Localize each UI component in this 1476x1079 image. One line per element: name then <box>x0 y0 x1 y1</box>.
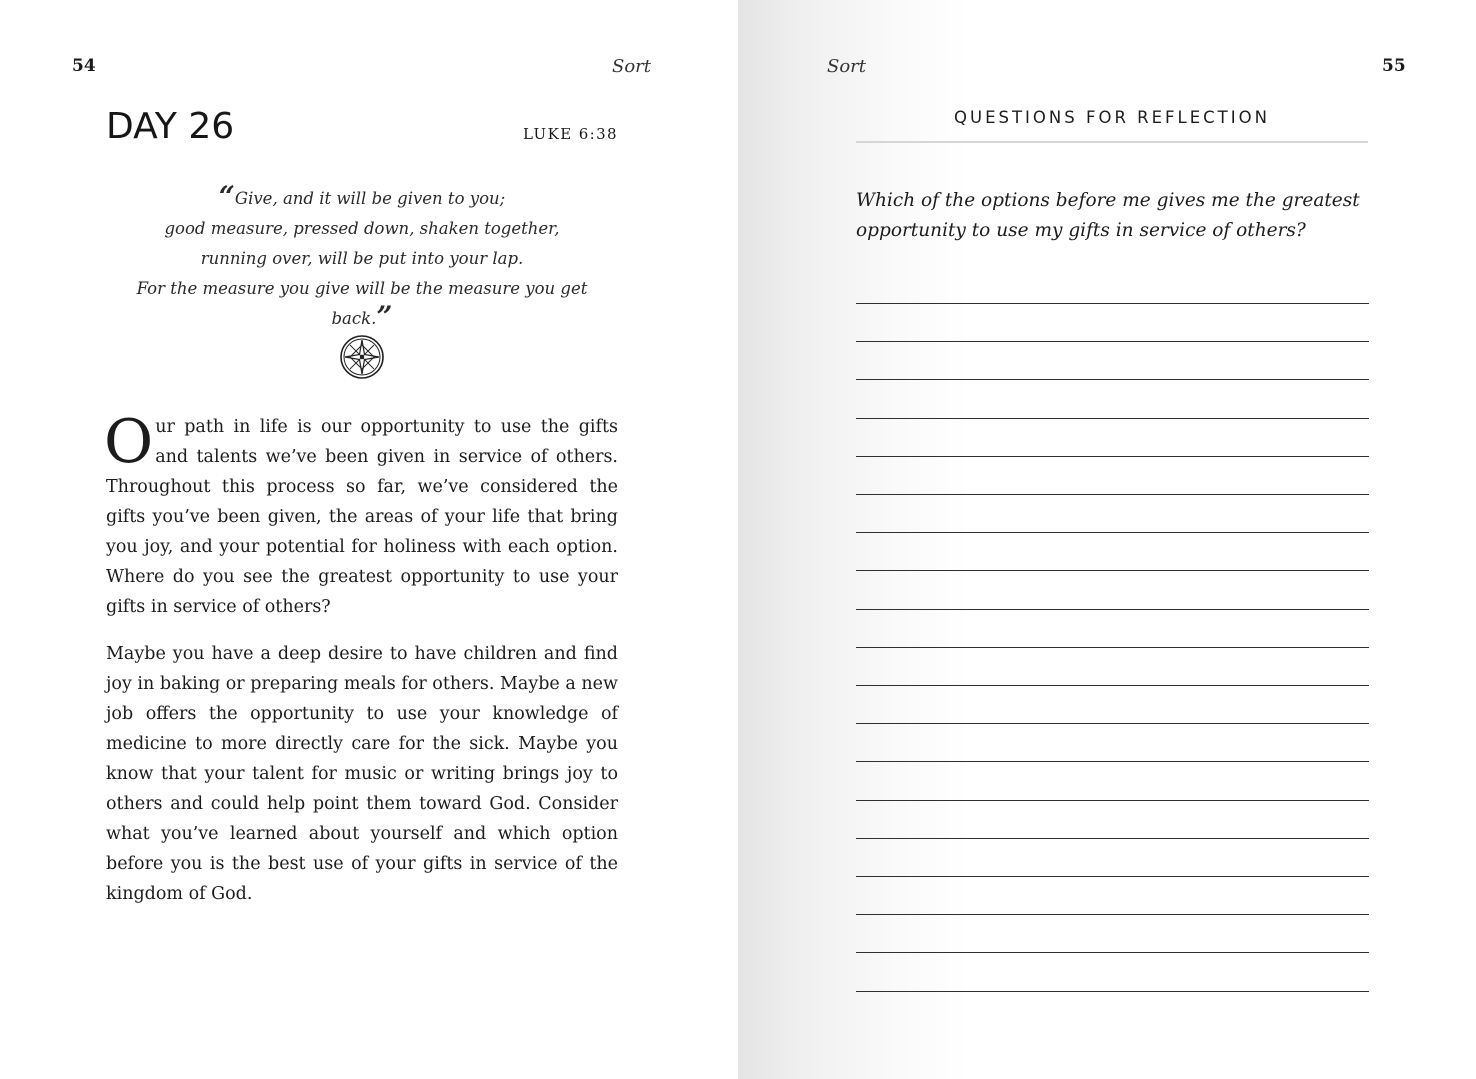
quote-line: “Give, and it will be given to you; <box>218 180 506 213</box>
scripture-reference: LUKE 6:38 <box>523 125 618 143</box>
writing-line[interactable] <box>856 685 1369 686</box>
page-number-right: 55 <box>1382 56 1406 76</box>
writing-line[interactable] <box>856 991 1369 992</box>
quote-line: good measure, pressed down, shaken together, <box>164 219 560 238</box>
body-text <box>104 407 618 926</box>
day-title: DAY 26 <box>106 106 235 147</box>
quote-line: running over, will be put into your lap. <box>200 249 524 268</box>
writing-line[interactable] <box>856 532 1369 533</box>
writing-line[interactable] <box>856 914 1369 915</box>
writing-line[interactable] <box>856 876 1369 877</box>
writing-line[interactable] <box>856 418 1369 419</box>
writing-line[interactable] <box>856 341 1369 342</box>
writing-line[interactable] <box>856 800 1369 801</box>
writing-line[interactable] <box>856 609 1369 610</box>
section-heading: QUESTIONS FOR REFLECTION <box>954 108 1270 127</box>
right-page <box>738 0 1476 1079</box>
writing-line[interactable] <box>856 303 1369 304</box>
writing-line[interactable] <box>856 723 1369 724</box>
writing-line[interactable] <box>856 952 1369 953</box>
reflection-question: Which of the options before me gives me the greatest opportunity to use my gifts in service of others? <box>856 190 1360 241</box>
close-quote-mark: ” <box>376 300 393 333</box>
compass-rose-icon <box>339 334 385 380</box>
heading-divider <box>856 141 1368 143</box>
writing-line[interactable] <box>856 761 1369 762</box>
running-head-right: Sort <box>827 56 867 77</box>
writing-line[interactable] <box>856 647 1369 648</box>
writing-line[interactable] <box>856 570 1369 571</box>
paragraph: Our path in life is our opportunity to use the gifts and talents we’ve been given in service of others. Throughout this process so far, we’ve considered the gifts you’ve been given, the areas of your life that bring you joy, and your potential for holiness with each option. Where do you see the greatest opportunity to use your gifts in service of others? <box>104 407 618 617</box>
open-quote-mark: “ <box>218 180 235 213</box>
writing-line[interactable] <box>856 379 1369 380</box>
paragraph: Maybe you have a deep desire to have children and find joy in baking or preparing meals for others. Maybe a new job offers the opportunity to use your knowledge of medicine to more directly care for the sick. Maybe you know that your talent for music or writing brings joy to others and could help point them toward God. Consider what you’ve learned about yourself and which option before you is the best use of your gifts in service of the kingdom of God. <box>106 644 618 904</box>
scripture-quote <box>106 180 618 334</box>
running-head-left: Sort <box>612 56 652 77</box>
writing-line[interactable] <box>856 494 1369 495</box>
quote-line: For the measure you give will be the measure you get back.” <box>136 279 588 333</box>
page-number-left: 54 <box>72 56 96 76</box>
drop-cap: O <box>104 407 154 477</box>
writing-line[interactable] <box>856 838 1369 839</box>
writing-line[interactable] <box>856 456 1369 457</box>
